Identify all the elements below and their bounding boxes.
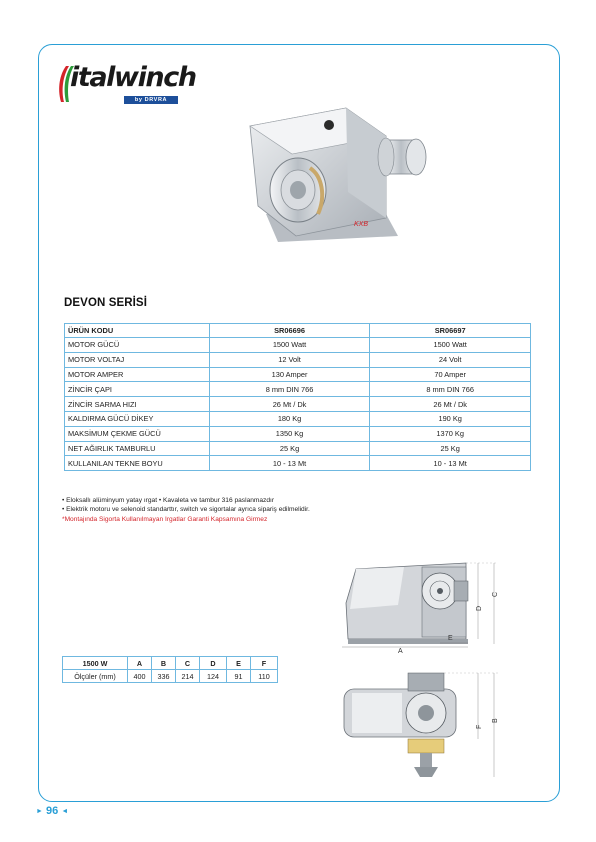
dims-header-row [63, 657, 278, 670]
table-row [65, 411, 531, 426]
spec-value: 26 Mt / Dk [209, 397, 370, 412]
page-number-label: 96 [46, 805, 59, 817]
spec-value: 12 Volt [209, 352, 370, 367]
page-number [36, 805, 68, 817]
note-line: • Elektrik motoru ve selenoid standarttır, switch ve sigortalar ayrıca sipariş edilmelidir. [62, 506, 310, 514]
warning-note: *Montajında Sigorta Kullanılmayan Irgatlar Garanti Kapsamına Girmez [62, 515, 268, 523]
spec-header-row [65, 324, 531, 338]
notes-block [62, 496, 310, 524]
table-row [65, 367, 531, 382]
spec-label: MOTOR GÜCÜ [65, 338, 210, 353]
dims-header-cell: D [200, 657, 227, 670]
table-row [65, 338, 531, 353]
dims-value: 400 [128, 670, 152, 683]
dims-value: 214 [176, 670, 200, 683]
spec-header-cell: ÜRÜN KODU [65, 324, 210, 338]
dims-value: 110 [251, 670, 278, 683]
spec-value: 8 mm DIN 766 [209, 382, 370, 397]
spec-header-cell: SR06697 [370, 324, 531, 338]
spec-label: MOTOR VOLTAJ [65, 352, 210, 367]
spec-label: KALDIRMA GÜCÜ DİKEY [65, 411, 210, 426]
dim-label-a: A [398, 648, 403, 655]
note-line: • Eloksallı alüminyum yatay ırgat • Kavaleta ve tambur 316 paslanmazdır [62, 497, 275, 504]
spec-value: 1350 Kg [209, 426, 370, 441]
spec-value: 10 - 13 Mt [209, 456, 370, 471]
spec-value: 190 Kg [370, 411, 531, 426]
spec-value: 1370 Kg [370, 426, 531, 441]
spec-label: MAKSİMUM ÇEKME GÜCÜ [65, 426, 210, 441]
spec-label: ZİNCİR ÇAPI [65, 382, 210, 397]
dims-value: 91 [227, 670, 251, 683]
spec-value: 180 Kg [209, 411, 370, 426]
spec-label: MOTOR AMPER [65, 367, 210, 382]
brand-logo [52, 62, 196, 108]
dims-label: Ölçüler (mm) [63, 670, 128, 683]
dim-label-c: C [492, 591, 499, 597]
dims-header-cell: 1500 W [63, 657, 128, 670]
triangle-right-icon: ► [36, 808, 43, 815]
dims-value: 336 [152, 670, 176, 683]
triangle-left-icon: ◄ [61, 808, 69, 815]
spec-value: 25 Kg [370, 441, 531, 456]
spec-value: 10 - 13 Mt [370, 456, 531, 471]
side-view-drawing [338, 553, 504, 655]
spec-header-cell: SR06696 [209, 324, 370, 338]
dim-label-d: D [476, 605, 483, 611]
windlass-product-image [236, 96, 442, 256]
spec-value: 24 Volt [370, 352, 531, 367]
dims-header-cell: A [128, 657, 152, 670]
spec-value: 1500 Watt [370, 338, 531, 353]
spec-value: 26 Mt / Dk [370, 397, 531, 412]
dims-header-cell: B [152, 657, 176, 670]
top-view-drawing [338, 667, 504, 781]
spec-table [64, 323, 531, 471]
spec-value: 130 Amper [209, 367, 370, 382]
table-row [63, 670, 278, 683]
spec-label: NET AĞIRLIK TAMBURLU [65, 441, 210, 456]
dim-label-f: F [476, 724, 483, 729]
dims-header-cell: C [176, 657, 200, 670]
table-row [65, 397, 531, 412]
spec-value: 70 Amper [370, 367, 531, 382]
dim-label-e: E [448, 635, 453, 642]
table-row [65, 382, 531, 397]
dims-header-cell: E [227, 657, 251, 670]
dim-label-b: B [492, 718, 499, 723]
dims-header-cell: F [251, 657, 278, 670]
spec-label: ZİNCİR SARMA HIZI [65, 397, 210, 412]
logo-wordmark: italwinch [70, 62, 196, 93]
spec-value: 1500 Watt [209, 338, 370, 353]
table-row [65, 352, 531, 367]
section-title: DEVON SERİSİ [64, 297, 147, 309]
table-row [65, 426, 531, 441]
table-row [65, 456, 531, 471]
dimensions-table [62, 656, 278, 683]
spec-label: KULLANILAN TEKNE BOYU [65, 456, 210, 471]
dims-value: 124 [200, 670, 227, 683]
svg-text:KXB: KXB [354, 221, 369, 228]
spec-value: 8 mm DIN 766 [370, 382, 531, 397]
logo-subtitle: by DRVRA [124, 96, 178, 104]
spec-value: 25 Kg [209, 441, 370, 456]
table-row [65, 441, 531, 456]
